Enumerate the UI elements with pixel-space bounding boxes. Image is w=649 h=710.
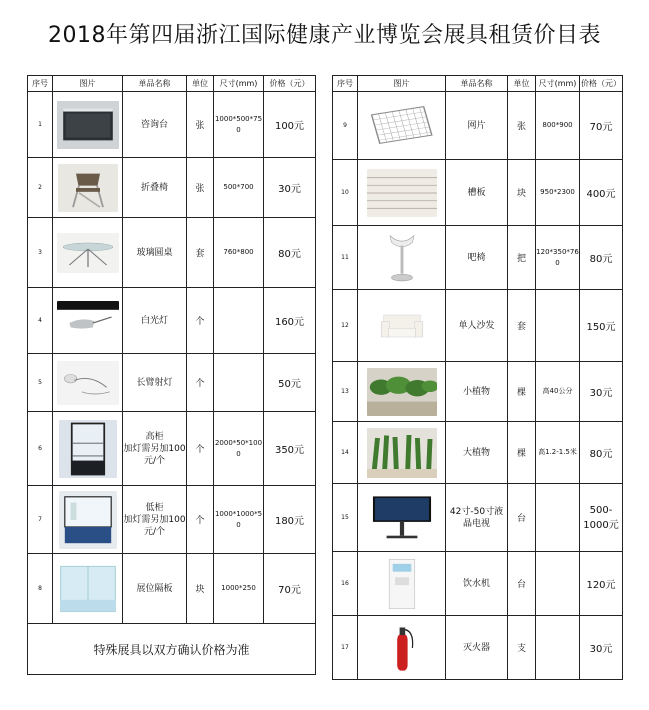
item-price: 120元 (580, 552, 623, 616)
table-row (333, 422, 623, 484)
partition-picture (53, 554, 123, 624)
spotlight-picture (53, 354, 123, 412)
table-row (333, 226, 623, 290)
table-header-row (333, 76, 623, 92)
item-number: 9 (333, 92, 358, 160)
item-unit: 张 (187, 158, 214, 218)
item-size: 高40公分 (536, 362, 580, 422)
table-row (28, 92, 316, 158)
glass-table-picture (53, 218, 123, 288)
item-price: 30元 (580, 616, 623, 680)
item-name: 饮水机 (446, 552, 508, 616)
glass-table-icon (57, 233, 119, 273)
header-image: 图片 (358, 76, 446, 92)
item-unit: 套 (508, 290, 536, 362)
item-size: 高1.2-1.5米 (536, 422, 580, 484)
table-row (333, 92, 623, 160)
item-unit: 个 (187, 412, 214, 486)
item-name: 高柜 加灯需另加100元/个 (123, 412, 187, 486)
item-price: 70元 (264, 554, 316, 624)
item-name: 玻璃圆桌 (123, 218, 187, 288)
item-size (536, 552, 580, 616)
item-size: 800*900 (536, 92, 580, 160)
item-name: 大植物 (446, 422, 508, 484)
item-name: 低柜 加灯需另加100元/个 (123, 486, 187, 554)
fire-extinguisher-picture (358, 616, 446, 680)
table-row (333, 616, 623, 680)
item-name: 小植物 (446, 362, 508, 422)
item-number: 13 (333, 362, 358, 422)
item-name: 灭火器 (446, 616, 508, 680)
item-price: 50元 (264, 354, 316, 412)
mesh-panel-icon (367, 100, 437, 152)
item-unit: 张 (187, 92, 214, 158)
item-number: 8 (28, 554, 53, 624)
table-row (28, 288, 316, 354)
item-name: 咨询台 (123, 92, 187, 158)
header-unit: 单位 (187, 76, 214, 92)
item-size (536, 616, 580, 680)
water-dispenser-picture (358, 552, 446, 616)
small-plants-picture (358, 362, 446, 422)
item-price: 80元 (580, 422, 623, 484)
item-size: 120*350*760 (536, 226, 580, 290)
water-dispenser-icon (373, 556, 431, 612)
item-price: 400元 (580, 160, 623, 226)
item-price: 30元 (580, 362, 623, 422)
table-row (28, 354, 316, 412)
item-size (214, 354, 264, 412)
item-price: 80元 (580, 226, 623, 290)
table-row (28, 218, 316, 288)
item-price: 160元 (264, 288, 316, 354)
low-cabinet-picture (53, 486, 123, 554)
tall-cabinet-picture (53, 412, 123, 486)
header-size: 尺寸(mm) (536, 76, 580, 92)
item-unit: 台 (508, 484, 536, 552)
item-size (536, 290, 580, 362)
low-cabinet-icon (59, 491, 117, 549)
header-size: 尺寸(mm) (214, 76, 264, 92)
table-header-row (28, 76, 316, 92)
item-price: 80元 (264, 218, 316, 288)
item-size (536, 484, 580, 552)
item-size: 950*2300 (536, 160, 580, 226)
item-number: 15 (333, 484, 358, 552)
item-number: 10 (333, 160, 358, 226)
counter-icon (57, 101, 119, 149)
sofa-icon (376, 304, 428, 348)
counter-picture (53, 92, 123, 158)
spotlight-icon (57, 361, 119, 405)
item-size: 1000*1000*50 (214, 486, 264, 554)
item-unit: 把 (508, 226, 536, 290)
slat-board-icon (367, 169, 437, 217)
bar-stool-icon (378, 230, 426, 286)
table-row (28, 486, 316, 554)
price-table-right (332, 75, 623, 680)
item-size (214, 288, 264, 354)
item-unit: 套 (187, 218, 214, 288)
table-row (333, 552, 623, 616)
item-price: 500-1000元 (580, 484, 623, 552)
item-unit: 个 (187, 486, 214, 554)
header-unit: 单位 (508, 76, 536, 92)
item-number: 4 (28, 288, 53, 354)
sofa-picture (358, 290, 446, 362)
fire-extinguisher-icon (382, 621, 422, 675)
item-number: 11 (333, 226, 358, 290)
item-unit: 台 (508, 552, 536, 616)
table-row (333, 362, 623, 422)
footer-row (28, 624, 316, 675)
tall-cabinet-icon (59, 420, 117, 478)
item-price: 100元 (264, 92, 316, 158)
item-size: 1000*250 (214, 554, 264, 624)
item-price: 350元 (264, 412, 316, 486)
table-row (333, 484, 623, 552)
item-unit: 个 (187, 288, 214, 354)
header-image: 图片 (53, 76, 123, 92)
item-name: 槽板 (446, 160, 508, 226)
header-price: 价格（元） (580, 76, 623, 92)
header-name: 单品名称 (446, 76, 508, 92)
item-unit: 个 (187, 354, 214, 412)
item-size: 1000*500*750 (214, 92, 264, 158)
item-price: 150元 (580, 290, 623, 362)
item-name: 展位隔板 (123, 554, 187, 624)
table-row (28, 554, 316, 624)
white-light-picture (53, 288, 123, 354)
small-plants-icon (367, 368, 437, 416)
item-number: 1 (28, 92, 53, 158)
item-unit: 支 (508, 616, 536, 680)
item-number: 16 (333, 552, 358, 616)
item-number: 7 (28, 486, 53, 554)
large-plants-picture (358, 422, 446, 484)
item-number: 6 (28, 412, 53, 486)
item-name: 吧椅 (446, 226, 508, 290)
slat-board-picture (358, 160, 446, 226)
bar-stool-picture (358, 226, 446, 290)
item-name: 42寸-50寸液晶电视 (446, 484, 508, 552)
item-unit: 块 (187, 554, 214, 624)
page-title: 2018年第四届浙江国际健康产业博览会展具租赁价目表 (48, 23, 601, 48)
item-name: 单人沙发 (446, 290, 508, 362)
folding-chair-picture (53, 158, 123, 218)
header-price: 价格（元） (264, 76, 316, 92)
item-unit: 块 (508, 160, 536, 226)
item-size: 2000*50*1000 (214, 412, 264, 486)
item-number: 12 (333, 290, 358, 362)
item-number: 14 (333, 422, 358, 484)
item-unit: 张 (508, 92, 536, 160)
item-price: 30元 (264, 158, 316, 218)
table-row (333, 160, 623, 226)
item-number: 2 (28, 158, 53, 218)
footer-note: 特殊展具以双方确认价格为准 (28, 624, 316, 675)
item-unit: 棵 (508, 362, 536, 422)
table-row (333, 290, 623, 362)
item-size: 760*800 (214, 218, 264, 288)
price-table-left (27, 75, 316, 675)
item-name: 网片 (446, 92, 508, 160)
lcd-tv-picture (358, 484, 446, 552)
header-name: 单品名称 (123, 76, 187, 92)
item-unit: 棵 (508, 422, 536, 484)
partition-icon (57, 562, 119, 616)
lcd-tv-icon (367, 492, 437, 544)
header-no: 序号 (333, 76, 358, 92)
table-row (28, 158, 316, 218)
folding-chair-icon (58, 164, 118, 212)
item-size: 500*700 (214, 158, 264, 218)
header-no: 序号 (28, 76, 53, 92)
item-name: 折叠椅 (123, 158, 187, 218)
white-light-icon (57, 301, 119, 341)
item-number: 5 (28, 354, 53, 412)
item-number: 3 (28, 218, 53, 288)
item-number: 17 (333, 616, 358, 680)
table-row (28, 412, 316, 486)
item-price: 180元 (264, 486, 316, 554)
mesh-panel-picture (358, 92, 446, 160)
large-plants-icon (367, 428, 437, 478)
item-price: 70元 (580, 92, 623, 160)
item-name: 长臂射灯 (123, 354, 187, 412)
item-name: 白光灯 (123, 288, 187, 354)
